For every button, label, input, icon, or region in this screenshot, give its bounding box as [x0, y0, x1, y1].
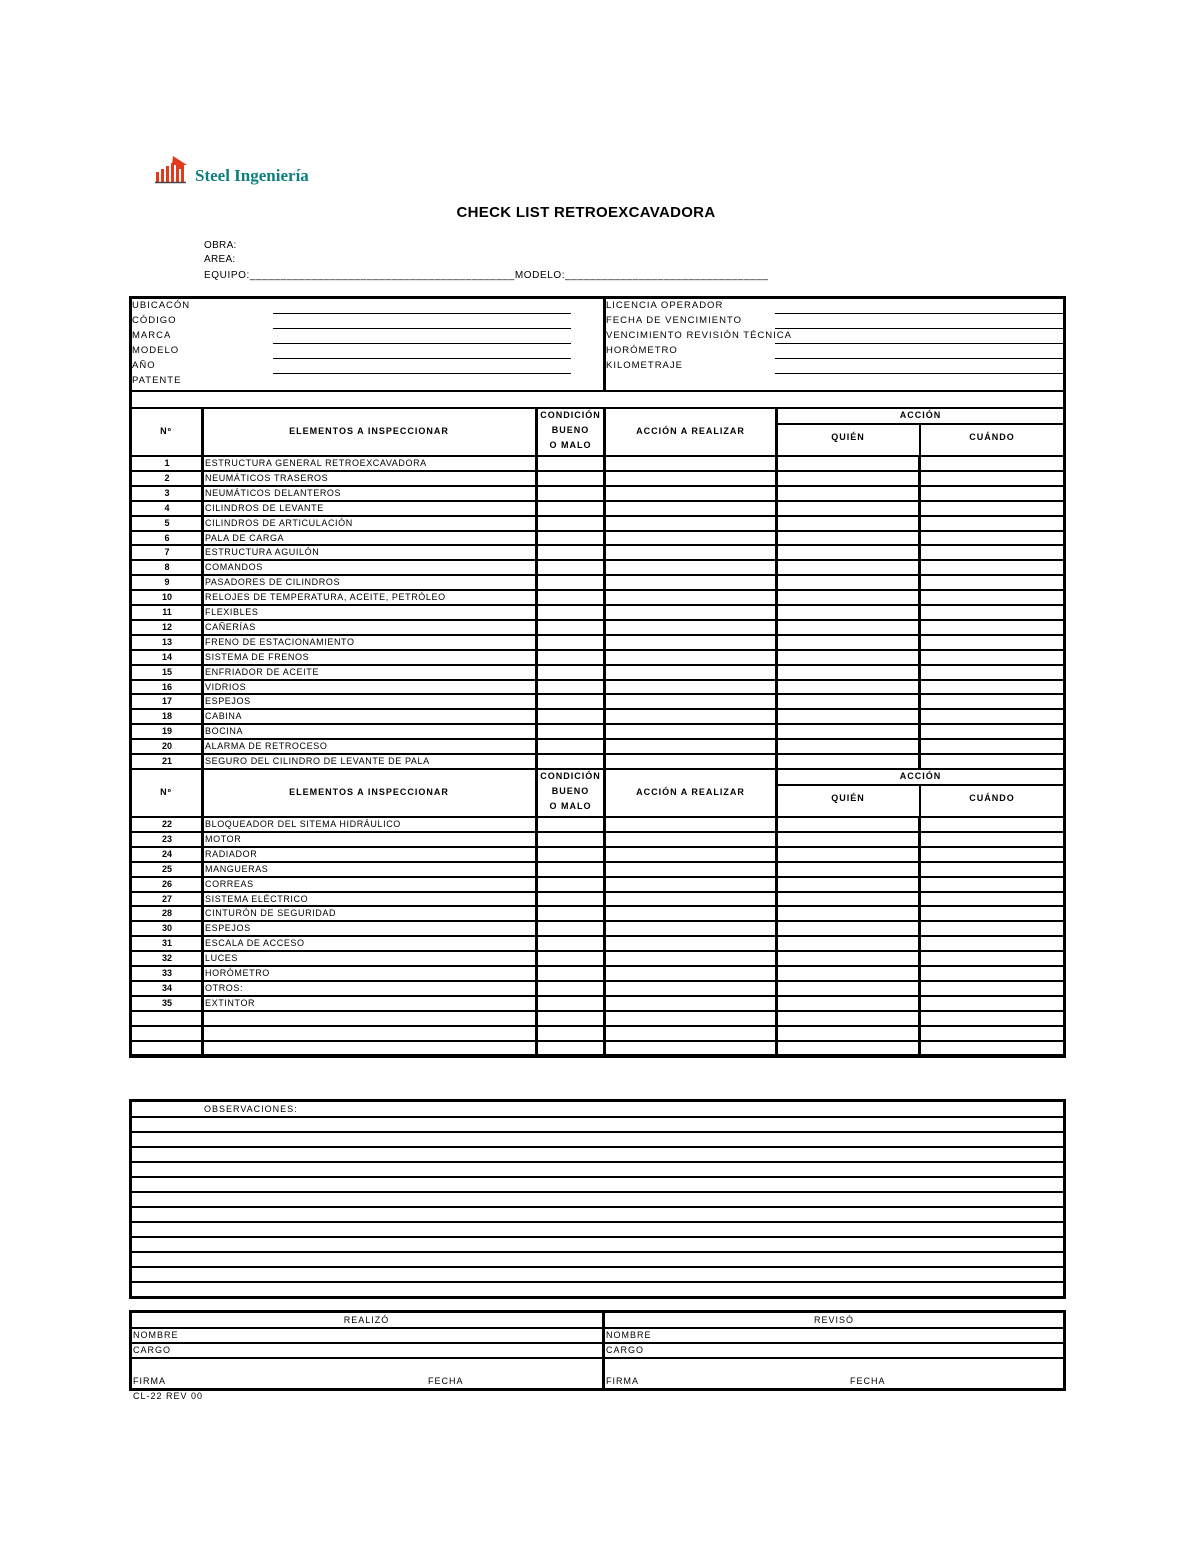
row-number: 22 [161, 819, 172, 829]
row-line [130, 920, 1065, 922]
header-omalo: O MALO [549, 440, 592, 450]
info-divider [603, 297, 606, 390]
observaciones-line[interactable] [130, 1221, 1065, 1223]
info-left-label: UBICACÓN [132, 300, 191, 311]
row-number: 8 [164, 562, 170, 573]
row-element: NEUMÁTICOS TRASEROS [205, 472, 329, 483]
row-number: 26 [161, 878, 172, 889]
row-element: CAÑERÍAS [205, 621, 256, 632]
area-label: AREA: [204, 254, 236, 265]
row-number: 10 [161, 592, 172, 603]
cargo-left: CARGO [133, 1345, 172, 1355]
document-code: CL-22 REV 00 [133, 1391, 204, 1401]
accion-subdivider [777, 784, 1065, 786]
observaciones-line[interactable] [130, 1116, 1065, 1118]
row-element: ENFRIADOR DE ACEITE [205, 666, 319, 677]
row-line [130, 604, 1065, 606]
row-element: OTROS: [205, 982, 244, 993]
row-number: 20 [161, 741, 172, 752]
row-element: SEGURO DEL CILINDRO DE LEVANTE DE PALA [205, 756, 430, 766]
row-number: 34 [161, 982, 172, 993]
row-number: 4 [164, 502, 170, 513]
column-line [918, 816, 921, 1055]
header-cuando: CUÁNDO [969, 793, 1015, 803]
info-left-label: AÑO [132, 360, 156, 371]
row-element: CILINDROS DE LEVANTE [205, 502, 324, 513]
info-left-input-line[interactable] [273, 328, 571, 329]
row-number: 11 [162, 607, 172, 617]
row-number: 25 [161, 863, 172, 874]
accion-subdivider [777, 423, 1065, 425]
nombre-right: NOMBRE [606, 1330, 652, 1340]
row-number: 24 [161, 848, 172, 859]
info-right-input-line[interactable] [775, 373, 1064, 374]
row-line [130, 1040, 1065, 1042]
observaciones-line[interactable] [130, 1191, 1065, 1193]
column-line [918, 455, 921, 769]
row-element: COMANDOS [205, 562, 263, 573]
page-title: CHECK LIST RETROEXCAVADORA [456, 204, 716, 221]
row-element: FRENO DE ESTACIONAMIENTO [205, 636, 355, 647]
row-element: MANGUERAS [205, 863, 269, 874]
observaciones-box [129, 1099, 1066, 1299]
row-line [130, 768, 1065, 770]
row-number: 5 [164, 517, 170, 528]
row-element: CORREAS [205, 878, 254, 889]
row-element: CINTURÓN DE SEGURIDAD [205, 908, 337, 919]
info-right-input-line[interactable] [775, 328, 1064, 329]
info-right-label: VENCIMIENTO REVISIÓN TÉCNICA [606, 330, 793, 341]
column-line [201, 408, 204, 1056]
row-element: ESTRUCTURA GENERAL RETROEXCAVADORA [205, 458, 427, 468]
divider [130, 407, 1065, 409]
info-right-input-line[interactable] [775, 313, 1064, 314]
header-elementos: ELEMENTOS A INSPECCIONAR [289, 786, 449, 797]
row-element: NEUMÁTICOS DELANTEROS [205, 487, 342, 498]
row-line [130, 980, 1065, 982]
row-number: 3 [164, 487, 170, 498]
row-line [130, 831, 1065, 833]
row-element: EXTINTOR [205, 997, 256, 1008]
header-elementos: ELEMENTOS A INSPECCIONAR [289, 425, 449, 436]
header-condicion: CONDICIÓN [540, 771, 601, 781]
column-line [603, 408, 606, 1056]
column-line [775, 408, 778, 1056]
row-element: ALARMA DE RETROCESO [205, 741, 328, 752]
row-number: 1 [164, 458, 170, 468]
row-element: MOTOR [205, 833, 242, 844]
column-line [535, 408, 538, 1056]
info-left-label: PATENTE [132, 375, 182, 386]
info-left-label: MARCA [132, 330, 172, 341]
divider [130, 1357, 1065, 1359]
row-element: ESPEJOS [205, 923, 251, 934]
row-element: SISTEMA DE FRENOS [205, 651, 310, 662]
info-left-input-line[interactable] [273, 343, 571, 344]
row-element: VIDRIOS [205, 681, 247, 692]
row-number: 16 [161, 681, 172, 692]
row-line [130, 619, 1065, 621]
info-right-input-line[interactable] [775, 358, 1064, 359]
info-left-input-line[interactable] [273, 313, 571, 314]
quien-cuando-divider [919, 784, 921, 816]
row-number: 2 [164, 472, 170, 483]
header-no: Nº [160, 425, 172, 436]
observaciones-label: OBSERVACIONES: [204, 1104, 298, 1114]
info-right-label: KILOMETRAJE [606, 360, 683, 371]
header-quien: QUIÉN [831, 432, 865, 442]
row-number: 18 [161, 711, 172, 722]
observaciones-line[interactable] [130, 1176, 1065, 1178]
row-element: LUCES [205, 953, 239, 964]
row-element: RADIADOR [205, 848, 258, 859]
row-element: PALA DE CARGA [205, 532, 285, 543]
row-line [130, 1054, 1065, 1056]
info-left-label: MODELO [132, 345, 180, 356]
row-number: 32 [161, 953, 172, 964]
row-element: ESTRUCTURA AGUILÓN [205, 547, 320, 558]
row-line [130, 679, 1065, 681]
row-number: 6 [164, 532, 170, 543]
row-element: CABINA [205, 711, 243, 722]
header-accion: ACCIÓN [899, 771, 942, 781]
row-number: 17 [161, 696, 172, 707]
observaciones-line[interactable] [130, 1236, 1065, 1238]
row-line [130, 965, 1065, 967]
info-left-input-line[interactable] [273, 358, 571, 359]
firma-left: FIRMA [133, 1376, 166, 1386]
row-line [130, 995, 1065, 997]
observaciones-line[interactable] [130, 1161, 1065, 1163]
divider [130, 390, 1065, 392]
observaciones-line[interactable] [130, 1131, 1065, 1133]
fecha-right: FECHA [850, 1376, 886, 1386]
row-element: SISTEMA ELÉCTRICO [205, 893, 309, 904]
observaciones-line[interactable] [130, 1251, 1065, 1253]
row-line [130, 1025, 1065, 1027]
row-number: 33 [161, 968, 172, 978]
header-condicion: CONDICIÓN [540, 410, 601, 420]
row-element: CILINDROS DE ARTICULACIÓN [205, 517, 353, 528]
header-quien: QUIÉN [831, 793, 865, 803]
row-number: 14 [161, 651, 172, 662]
row-element: BLOQUEADOR DEL SITEMA HIDRÁULICO [205, 819, 401, 829]
nombre-left: NOMBRE [133, 1330, 179, 1340]
observaciones-line[interactable] [130, 1281, 1065, 1283]
logo [155, 156, 189, 189]
row-line [130, 559, 1065, 561]
row-number: 30 [161, 923, 172, 934]
divider [130, 1327, 1065, 1329]
row-line [130, 708, 1065, 710]
row-element: FLEXIBLES [205, 607, 259, 617]
observaciones-line[interactable] [130, 1146, 1065, 1148]
company-name: Steel Ingeniería [195, 166, 309, 185]
reviso-label: REVISÓ [813, 1315, 854, 1325]
row-line [130, 723, 1065, 725]
row-element: ESCALA DE ACCESO [205, 938, 305, 949]
row-element: BOCINA [205, 726, 244, 737]
header-accion_realizar: ACCIÓN A REALIZAR [636, 425, 745, 436]
row-line [130, 861, 1065, 863]
quien-cuando-divider [919, 423, 921, 455]
firma-right: FIRMA [606, 1376, 639, 1386]
row-line [130, 846, 1065, 848]
equipo-modelo-line: EQUIPO:___________________________________________MODELO:_________________________________ [204, 270, 769, 281]
observaciones-line[interactable] [130, 1266, 1065, 1268]
row-number: 23 [161, 833, 172, 844]
header-no: Nº [160, 786, 172, 797]
row-element: ESPEJOS [205, 696, 251, 707]
row-line [130, 693, 1065, 695]
info-right-label: FECHA DE VENCIMIENTO [606, 315, 742, 326]
row-element: HORÓMETRO [205, 968, 270, 978]
row-number: 13 [161, 636, 172, 647]
header-bueno: BUENO [551, 786, 590, 796]
info-right-label: LICENCIA OPERADOR [606, 300, 724, 311]
row-line [130, 950, 1065, 952]
row-line [130, 876, 1065, 878]
row-number: 15 [161, 666, 172, 677]
realizo-label: REALIZÓ [343, 1315, 390, 1325]
divider [130, 1342, 1065, 1344]
obra-label: OBRA: [204, 240, 237, 251]
row-element: PASADORES DE CILINDROS [205, 577, 341, 588]
header-bueno: BUENO [551, 425, 590, 435]
info-right-input-line[interactable] [775, 343, 1064, 344]
info-left-label: CÓDIGO [132, 315, 177, 326]
header-cuando: CUÁNDO [969, 432, 1015, 442]
row-number: 7 [164, 547, 170, 558]
fecha-left: FECHA [428, 1376, 464, 1386]
info-right-label: HORÓMETRO [606, 345, 678, 356]
row-number: 31 [161, 938, 172, 949]
row-number: 21 [161, 756, 172, 766]
cargo-right: CARGO [606, 1345, 645, 1355]
observaciones-line[interactable] [130, 1206, 1065, 1208]
header-omalo: O MALO [549, 801, 592, 811]
info-left-input-line[interactable] [273, 373, 571, 374]
row-number: 27 [161, 893, 172, 904]
row-number: 35 [161, 997, 172, 1008]
bar-chart-logo-icon [155, 156, 189, 184]
header-accion_realizar: ACCIÓN A REALIZAR [636, 786, 745, 797]
row-element: RELOJES DE TEMPERATURA, ACEITE, PETRÓLEO [205, 592, 446, 603]
row-line [130, 1010, 1065, 1012]
row-number: 9 [164, 577, 170, 588]
row-number: 28 [161, 908, 172, 919]
header-accion: ACCIÓN [899, 410, 942, 420]
row-number: 19 [161, 726, 172, 737]
row-number: 12 [161, 621, 172, 632]
